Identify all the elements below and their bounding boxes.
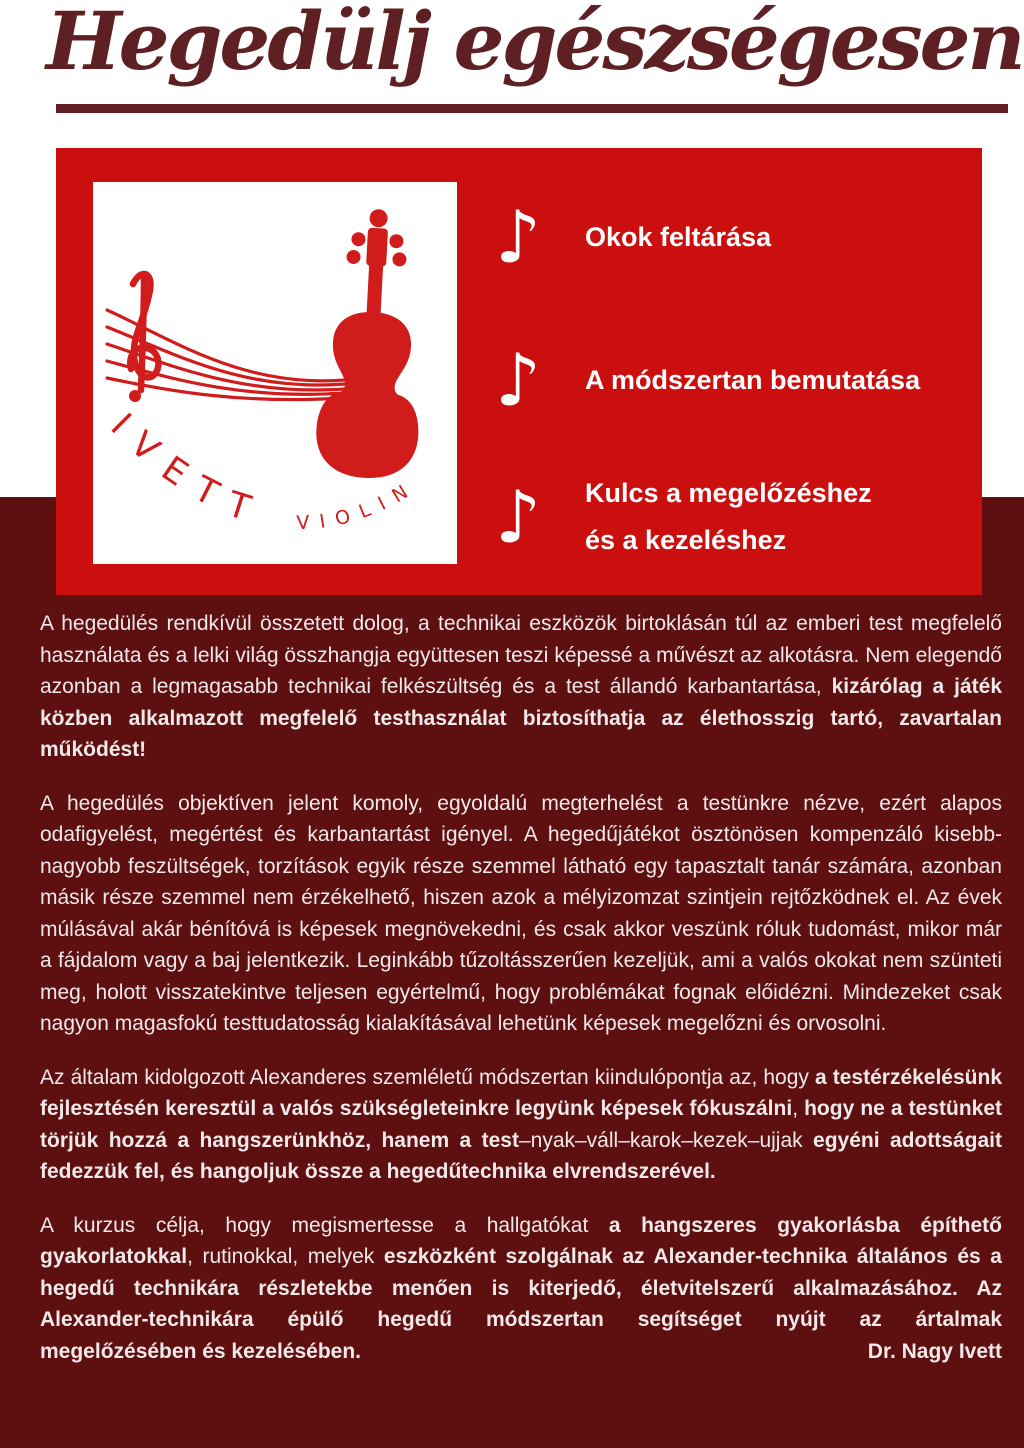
logo-name-secondary: VIOLIN [295, 475, 422, 535]
bullet-label-line: és a kezeléshez [585, 525, 787, 555]
paragraph-container [40, 608, 1002, 1336]
bullet-label-line: Kulcs a megelőzéshez [585, 478, 872, 508]
bullet-label [585, 357, 920, 404]
signature-line [40, 1336, 1002, 1368]
bullet-label [585, 214, 771, 261]
text-run: hogy ne a testünket törjük hozzá a hangszerünkhöz, hanem a test [40, 1097, 1003, 1152]
text-run: a hangszeres gyakorlásba építhető gyakorlatokkal [40, 1213, 1002, 1268]
body-paragraph [40, 608, 1002, 766]
text-run: A kurzus célja, hogy megismertesse a hallgatókat [40, 1213, 609, 1237]
bullet-item [488, 470, 872, 564]
page-title: Hegedülj egészségesen [46, 0, 1023, 88]
body-paragraph [40, 1210, 1002, 1336]
author-name: Dr. Nagy Ivett [867, 1339, 1002, 1363]
body-text [0, 592, 1024, 1367]
text-run: A hegedülés rendkívül összetett dolog, a technikai eszközök birtoklásán túl az emberi test megfelelő használata és a lelki világ összhangja együttesen teszi képessé a művészt az alkotásra. Nem elegendő azonban a legmagasabb technikai felkészültség és a test állandó karbantartása, [40, 612, 1002, 698]
bullet-label [585, 470, 872, 564]
logo-name-primary: IVETT [102, 406, 272, 535]
text-run: , [792, 1097, 805, 1120]
text-run: eszközként szolgálnak az Alexander-technika általános és a hegedű technikára részletekbe menően is kiterjedő, életvitelszerű alkalmazásához. Az Alexander-technikára épülő hegedű módszertan segítséget nyújt az ártalmak [40, 1245, 1002, 1331]
text-run: –nyak–váll–karok–kezek–ujjak [518, 1128, 814, 1152]
red-banner [56, 148, 982, 595]
violin-icon [314, 207, 430, 481]
text-run: Az általam kidolgozott Alexanderes szemléletű módszertan kiindulópontja az, hogy [40, 1065, 815, 1089]
eighth-note-icon: ♪ [495, 475, 541, 559]
eighth-note-icon: ♪ [495, 338, 541, 422]
body-paragraph [40, 1062, 1002, 1188]
text-run: egyéni adottságait fedezzük fel, és hangoljuk össze a hegedűtechnika elvrendszerével. [40, 1128, 1002, 1183]
bullet-label-line: A módszertan bemutatása [585, 364, 921, 395]
text-run: kizárólag a játék közben alkalmazott megfelelő testhasználat biztosíthatja az élethosszig tartó, zavartalan működést! [40, 675, 1002, 761]
bullet-item [488, 195, 772, 279]
logo [93, 182, 457, 564]
text-run: a testérzékelésünk fejlesztésén keresztül a valós szükségleteinkre legyünk képesek fókuszálni [40, 1065, 1003, 1120]
text-run: , rutinokkal, melyek [187, 1245, 384, 1268]
body-paragraph [40, 788, 1002, 1040]
logo-graphic [93, 182, 457, 564]
text-run: A hegedülés objektíven jelent komoly, egyoldalú megterhelést a testünkre nézve, ezért alapos odafigyelést, megértést és karbantartást igényel. A hegedűjátékot ösztönösen kompenzáló kisebb-nagyobb feszültségek, torzítások egyik része szemmel látható egy tapasztalt tanár számára, azonban másik része szemmel nem érzékelhető, hiszen azok a mélyizomzat szintjein rejtőzködnek el. Az évek múlásával akár bénítóvá is képesek megnövekedni, és csak akkor veszünk róluk tudomást, mikor már a fájdalom vagy a baj jelentkezik. Leginkább tűzoltásszerűen kezeljük, ami a valós okokat nem szünteti meg, holott visszatekintve teljesen egyértelmű, hogy problémákat fognak előidézni. Mindezeket csak nagyon magasfokú testtudatosság kialakításával lehetünk képesek megelőzni és orvosolni. [40, 791, 1002, 1035]
bullet-item [488, 338, 921, 422]
eighth-note-icon: ♪ [495, 195, 541, 279]
bullet-list [488, 148, 982, 595]
closing-text: megelőzésében és kezelésében. [40, 1339, 361, 1363]
bullet-label-line: Okok feltárása [585, 221, 772, 252]
title-underline [56, 104, 1008, 113]
